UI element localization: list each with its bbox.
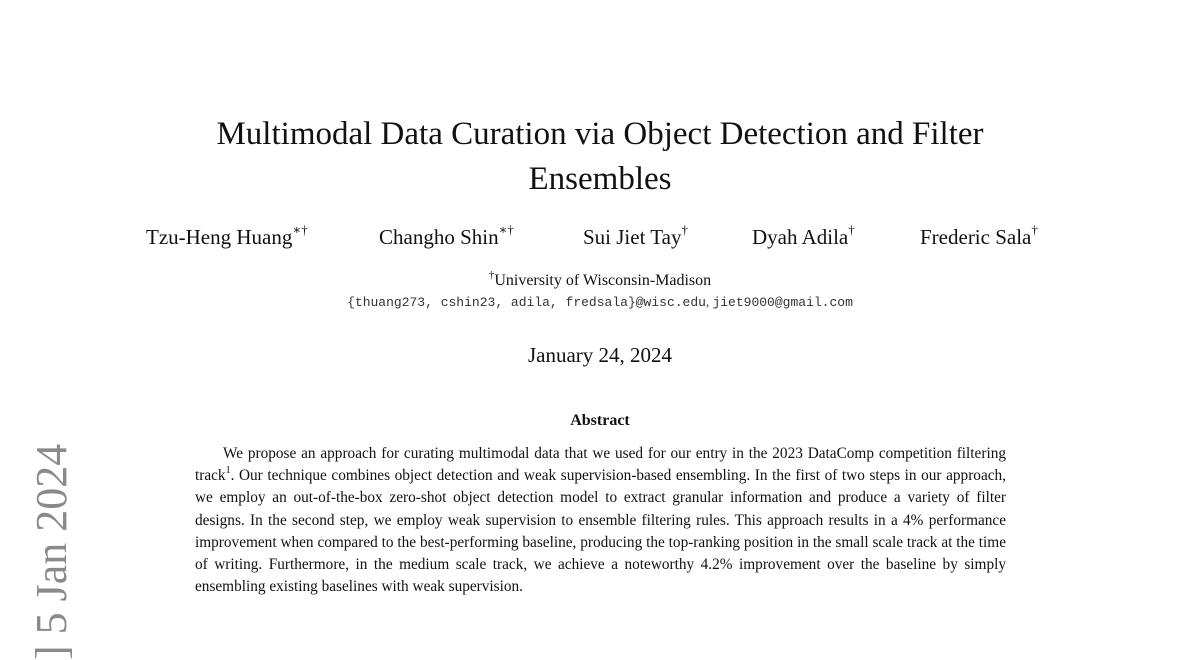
author-marks: ∗† bbox=[292, 222, 308, 237]
email-group: {thuang273, cshin23, adila, fredsala}@wisc.edu bbox=[347, 295, 706, 310]
abstract-part-1: We propose an approach for curating multimodal data that we used for our entry in the 2023 DataComp competition filtering track bbox=[195, 445, 1006, 485]
email-extra: jiet9000@gmail.com bbox=[712, 295, 853, 310]
arxiv-sidebar-stamp: ] 5 Jan 2024 bbox=[27, 443, 76, 660]
author-name: Frederic Sala bbox=[920, 225, 1032, 249]
affiliation-mark: † bbox=[488, 268, 495, 281]
author-marks: † bbox=[681, 222, 688, 237]
abstract-part-2: . Our technique combines object detection and weak supervision-based ensembling. In the first of two steps in our approach, we employ an out-of-the-box zero-shot object detection model to extract granular information and produce a variety of filter designs. In the second step, we employ weak supervision to ensemble filtering rules. This approach results in a 4% performance improvement when compared to the best-performing baseline, producing the top-ranking position in the small scale track at the time of writing. Furthermore, in the medium scale track, we achieve a noteworthy 4.2% improvement over the baseline by simply ensembling existing baselines with weak supervision. bbox=[195, 467, 1006, 596]
email-separator: , bbox=[705, 294, 713, 309]
author-2 bbox=[379, 223, 514, 251]
author-marks: † bbox=[1031, 222, 1038, 237]
author-1 bbox=[146, 223, 308, 251]
paper-title: Multimodal Data Curation via Object Detection and Filter Ensembles bbox=[216, 116, 984, 197]
author-4 bbox=[752, 223, 855, 251]
affiliation bbox=[0, 270, 1200, 292]
affiliation-name: University of Wisconsin-Madison bbox=[494, 272, 712, 289]
author-name: Sui Jiet Tay bbox=[583, 225, 682, 249]
abstract-heading: Abstract bbox=[570, 412, 630, 429]
author-3 bbox=[583, 223, 688, 251]
author-name: Dyah Adila bbox=[752, 225, 849, 249]
author-name: Tzu-Heng Huang bbox=[146, 225, 293, 249]
author-marks: ∗† bbox=[498, 222, 514, 237]
author-name: Changho Shin bbox=[379, 225, 499, 249]
author-marks: † bbox=[848, 222, 855, 237]
footnote-mark: 1 bbox=[225, 465, 231, 477]
abstract-text bbox=[195, 443, 1006, 598]
author-5 bbox=[920, 223, 1038, 251]
paper-date: January 24, 2024 bbox=[527, 343, 673, 367]
author-emails bbox=[0, 293, 1200, 312]
